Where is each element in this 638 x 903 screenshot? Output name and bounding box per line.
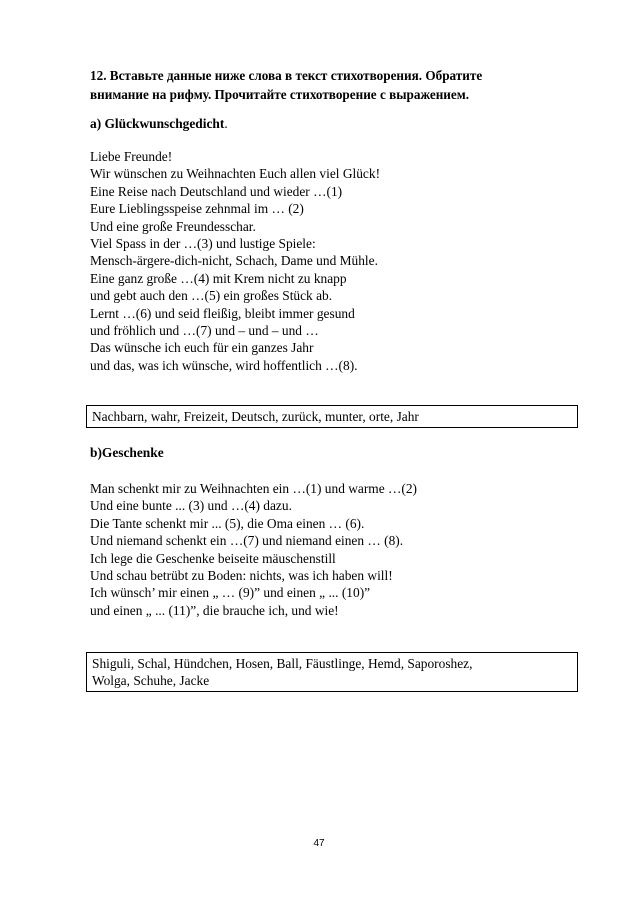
word-box-line: Nachbarn, wahr, Freizeit, Deutsch, zurück, munter, orte, Jahr <box>92 409 419 424</box>
poem-line: und das, was ich wünsche, wird hoffentlich …(8). <box>90 357 358 373</box>
poem-line: Und eine große Freundesschar. <box>90 218 256 234</box>
poem-line: Lernt …(6) und seid fleißig, bleibt immer gesund <box>90 305 355 321</box>
poem-line: Mensch-ärgere-dich-nicht, Schach, Dame und Mühle. <box>90 253 378 269</box>
poem-line: Eine ganz große …(4) mit Krem nicht zu knapp <box>90 270 347 286</box>
section-heading-a-text: a) Glückwunschgedicht <box>90 116 225 131</box>
poem-line: und einen „ ... (11)”, die brauche ich, und wie! <box>90 602 339 618</box>
poem-line: Die Tante schenkt mir ... (5), die Oma einen … (6). <box>90 515 365 531</box>
word-box-line: Wolga, Schuhe, Jacke <box>92 673 210 688</box>
poem-line: Ich wünsch’ mir einen „ … (9)” und einen „ ... (10)” <box>90 585 371 601</box>
word-box-b <box>86 652 578 692</box>
poem-line: und fröhlich und …(7) und – und – und … <box>90 323 319 339</box>
poem-line: Und eine bunte ... (3) und …(4) dazu. <box>90 498 292 514</box>
poem-line: Liebe Freunde! <box>90 149 173 164</box>
poem-line: Man schenkt mir zu Weihnachten ein …(1) und warme …(2) <box>90 481 418 496</box>
word-box-a <box>86 405 578 428</box>
section-heading-a <box>90 116 228 132</box>
section-heading-b: b)Geschenke <box>90 445 164 460</box>
poem-line: Und niemand schenkt ein …(7) und niemand einen … (8). <box>90 533 404 549</box>
page-number: 47 <box>313 838 325 849</box>
task-title-line: внимание на рифму. Прочитайте стихотворение с выражением. <box>90 87 470 102</box>
poem-line: Eine Reise nach Deutschland und wieder …(1) <box>90 183 343 199</box>
poem-line: Das wünsche ich euch für ein ganzes Jahr <box>90 340 314 356</box>
poem-line: Viel Spass in der …(3) und lustige Spiele: <box>90 236 316 252</box>
task-title <box>90 66 590 104</box>
section-heading-a-suffix: . <box>224 116 228 131</box>
poem-line: und gebt auch den …(5) ein großes Stück ab. <box>90 288 333 304</box>
word-box-line: Shiguli, Schal, Hündchen, Hosen, Ball, Fäustlinge, Hemd, Saporoshez, <box>92 656 473 671</box>
poem-line: Wir wünschen zu Weihnachten Euch allen viel Glück! <box>90 166 381 182</box>
poem-line: Ich lege die Geschenke beiseite mäuschenstill <box>90 550 336 566</box>
poem-line: Und schau betrübt zu Boden: nichts, was ich haben will! <box>90 568 393 584</box>
poem-line: Eure Lieblingsspeise zehnmal im … (2) <box>90 201 304 217</box>
poem-b <box>90 480 590 619</box>
poem-a <box>90 148 590 374</box>
task-title-line: 12. Вставьте данные ниже слова в текст стихотворения. Обратите <box>90 68 483 83</box>
